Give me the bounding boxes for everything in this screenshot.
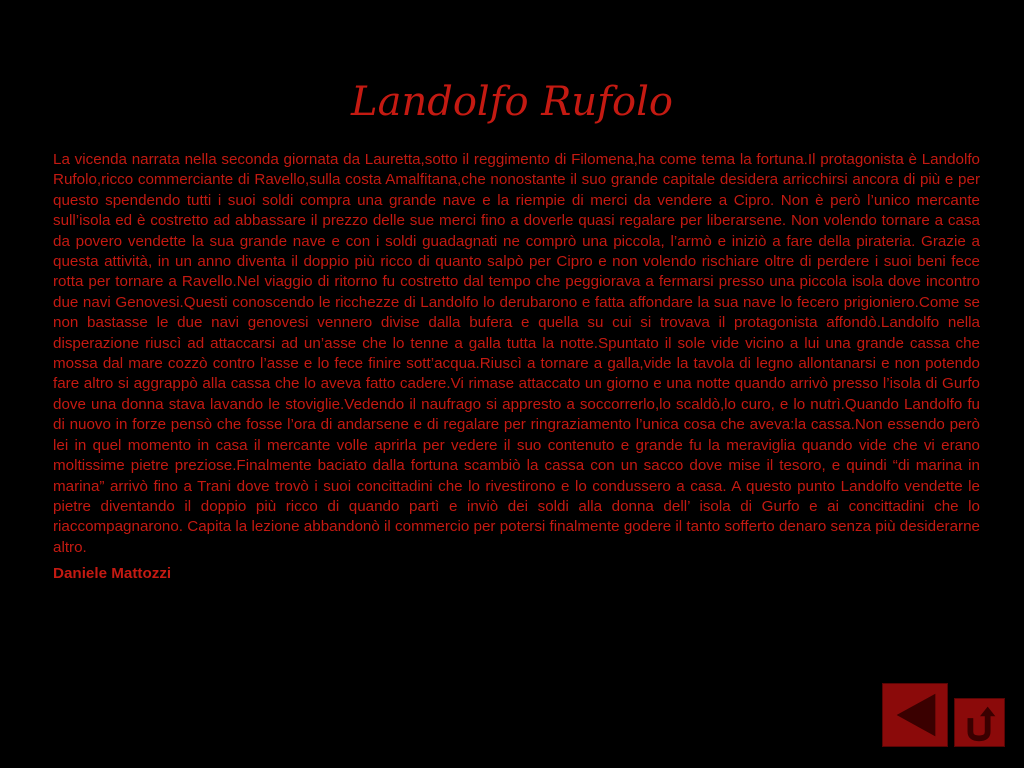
back-button[interactable] — [882, 683, 948, 747]
return-arrow-icon — [955, 699, 1004, 746]
slide-body — [53, 150, 980, 585]
author-name: Daniele Mattozzi — [53, 565, 172, 583]
return-button[interactable] — [954, 698, 1005, 747]
slide-title: Landolfo Rufolo — [351, 79, 673, 125]
body-paragraph: La vicenda narrata nella seconda giornata da Lauretta,sotto il reggimento di Filomena,ha come tema la fortuna.Il protagonista è Landolfo Rufolo,ricco commerciante di Ravello,sulla costa Amalfitana,che nonostante il suo grande capitale desidera arricchirsi ancora di più e per questo spendendo tutti i suoi soldi compra una grande nave e la riempie di merci da vendere a Cipro. Non è però l’unico mercante sull’isola ed è costretto ad abbassare il prezzo delle sue merci fino a doverle quasi regalare per liberarsene. Non volendo tornare a casa da povero vendette la sua grande nave e con i soldi guadagnati ne comprò una piccola, l’armò e iniziò a fare della pirateria. Grazie a questa attività, in un anno diventa il doppio più ricco di quanto salpò per Cipro e non volendo rischiare oltre di perdere i suoi beni fece rotta per tornare a Ravello.Nel viaggio di ritorno fu costretto dal tempo che peggiorava a fermarsi presso una piccola isola dove incontro due navi Genovesi.Questi conoscendo le ricchezze di Landolfo lo derubarono e fatta affondare la sua nave lo fecero prigioniero.Come se non bastasse le due navi genovesi vennero divise dalla bufera e quella su cui si trovava il protagonista affondò.Landolfo nella disperazione riuscì ad attaccarsi ad un’asse che lo tenne a galla tutta la notte.Spuntato il sole vide vicino a lui una grande cassa che mossa dal mare cozzò contro l’asse e lo fece finire sott’acqua.Riuscì a tornare a galla,vide la tavola di legno allontanarsi e non potendo fare altro si aggrappò alla cassa che lo aveva fatto cadere.Vi rimase attaccato un giorno e una notte quando arrivò presso l’isola di Gurfo dove una donna stava lavando le stoviglie.Vedendo il naufrago si appresto a soccorrerlo,lo scaldò,lo curo, e lo nutrì.Quando Landolfo fu di nuovo in forze pensò che fosse l’ora di andarsene e di regalare per ringraziamento l’unica cosa che aveva:la cassa.Non essendo però lei in quel momento in casa il mercante volle aprirla per vedere il suo contenuto e grande fu la meraviglia quando vide che vi erano moltissime pietre preziose.Finalmente baciato dalla fortuna scambiò la cassa con un sacco dove mise il tesoro, e quindi “di marina in marina” arrivò fino a Trani dove trovò i suoi concittadini che lo rivestirono e lo condussero a casa. A questo punto Landolfo vendette le pietre diventando il doppio più ricco di quando partì e inviò dei soldi alla donna dell’ isola di Gurfo e ai concittadini che lo riaccompagnarono. Capita la lezione abbandonò il commercio per potersi finalmente godere il tanto sofferto denaro senza più desiderarne altro. — [53, 151, 980, 556]
triangle-left-icon — [883, 684, 947, 746]
